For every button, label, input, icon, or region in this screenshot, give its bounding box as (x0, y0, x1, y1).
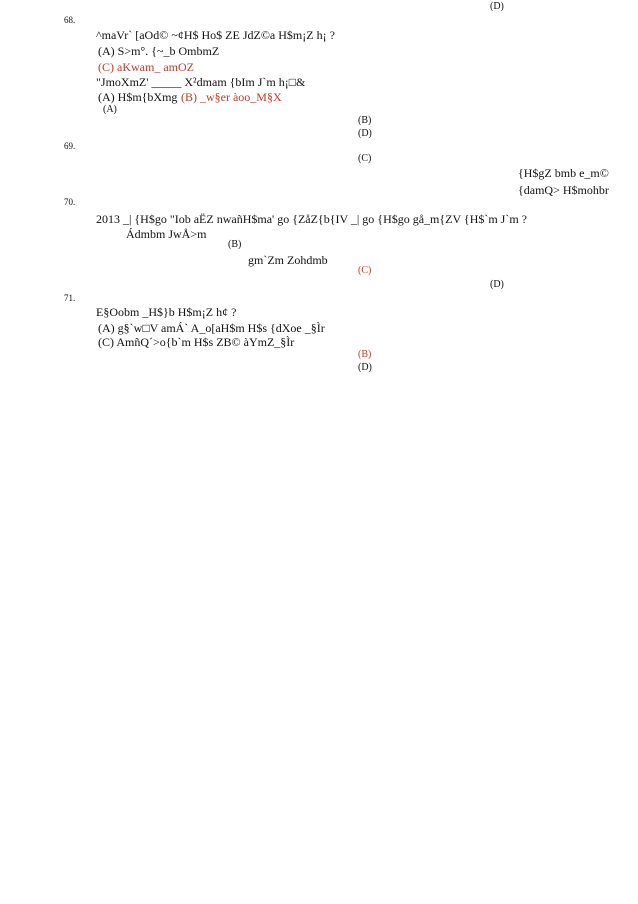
question-number-68: 68. (64, 15, 76, 25)
question-69-option-c: (C) (358, 153, 372, 164)
question-71-option-a: (A) g§`w□V amÁ` A_o[aH$m H$s {dXoe _§Ìr (98, 321, 325, 335)
question-71-option-c: (C) AmñQ´>o{b`m H$s ZB© àYmZ_§Ìr (98, 335, 295, 349)
question-68-text: ^maVr` [aOd© ~¢H$ Ho$ ZE JdZ©a H$m¡Z h¡ ? (96, 28, 335, 42)
question-71-text: E§Oobm _H$}b H$m¡Z h¢ ? (96, 305, 237, 319)
question-68b-option-a: (A) H$m{bXmg (98, 90, 178, 104)
question-70-option-b: (B) (228, 239, 242, 250)
question-68c-option-d: (D) (358, 128, 372, 139)
question-number-71: 71. (64, 293, 76, 303)
question-68-option-a: (A) S>m°. {~_b OmbmZ (98, 44, 220, 58)
question-69-line-2: {damQ> H$mohbr (518, 183, 609, 197)
question-71-option-b: (B) (358, 349, 372, 360)
passage-text: "JmoXmZ' _____ X²dmam {bIm J`m h¡□& (96, 75, 306, 89)
question-68c-option-b: (B) (358, 115, 372, 126)
question-number-69: 69. (64, 141, 76, 151)
question-68c-option-a: (A) (103, 104, 117, 115)
question-71-option-d: (D) (358, 362, 372, 373)
question-70-text: 2013 _| {H$go "Iob aËZ nwañH$ma' go {ZåZ{b{IV _| go {H$go gå_m{ZV {H$`m J`m ? (96, 212, 528, 226)
question-70-line-2: gm`Zm Zohdmb (248, 253, 328, 267)
option-d-label: (D) (490, 1, 504, 12)
question-68b-option-b: (B) _w§er àoo_M§X (181, 90, 282, 104)
question-70-option-d: (D) (490, 279, 504, 290)
question-70-option-c: (C) (358, 265, 372, 276)
question-69-line-1: {H$gZ bmb e_m© (518, 166, 609, 180)
question-68-option-c: (C) aKwam_ amOZ (98, 60, 194, 74)
question-number-70: 70. (64, 197, 76, 207)
question-70-line-1: Ádmbm JwÅ>m (126, 227, 207, 241)
